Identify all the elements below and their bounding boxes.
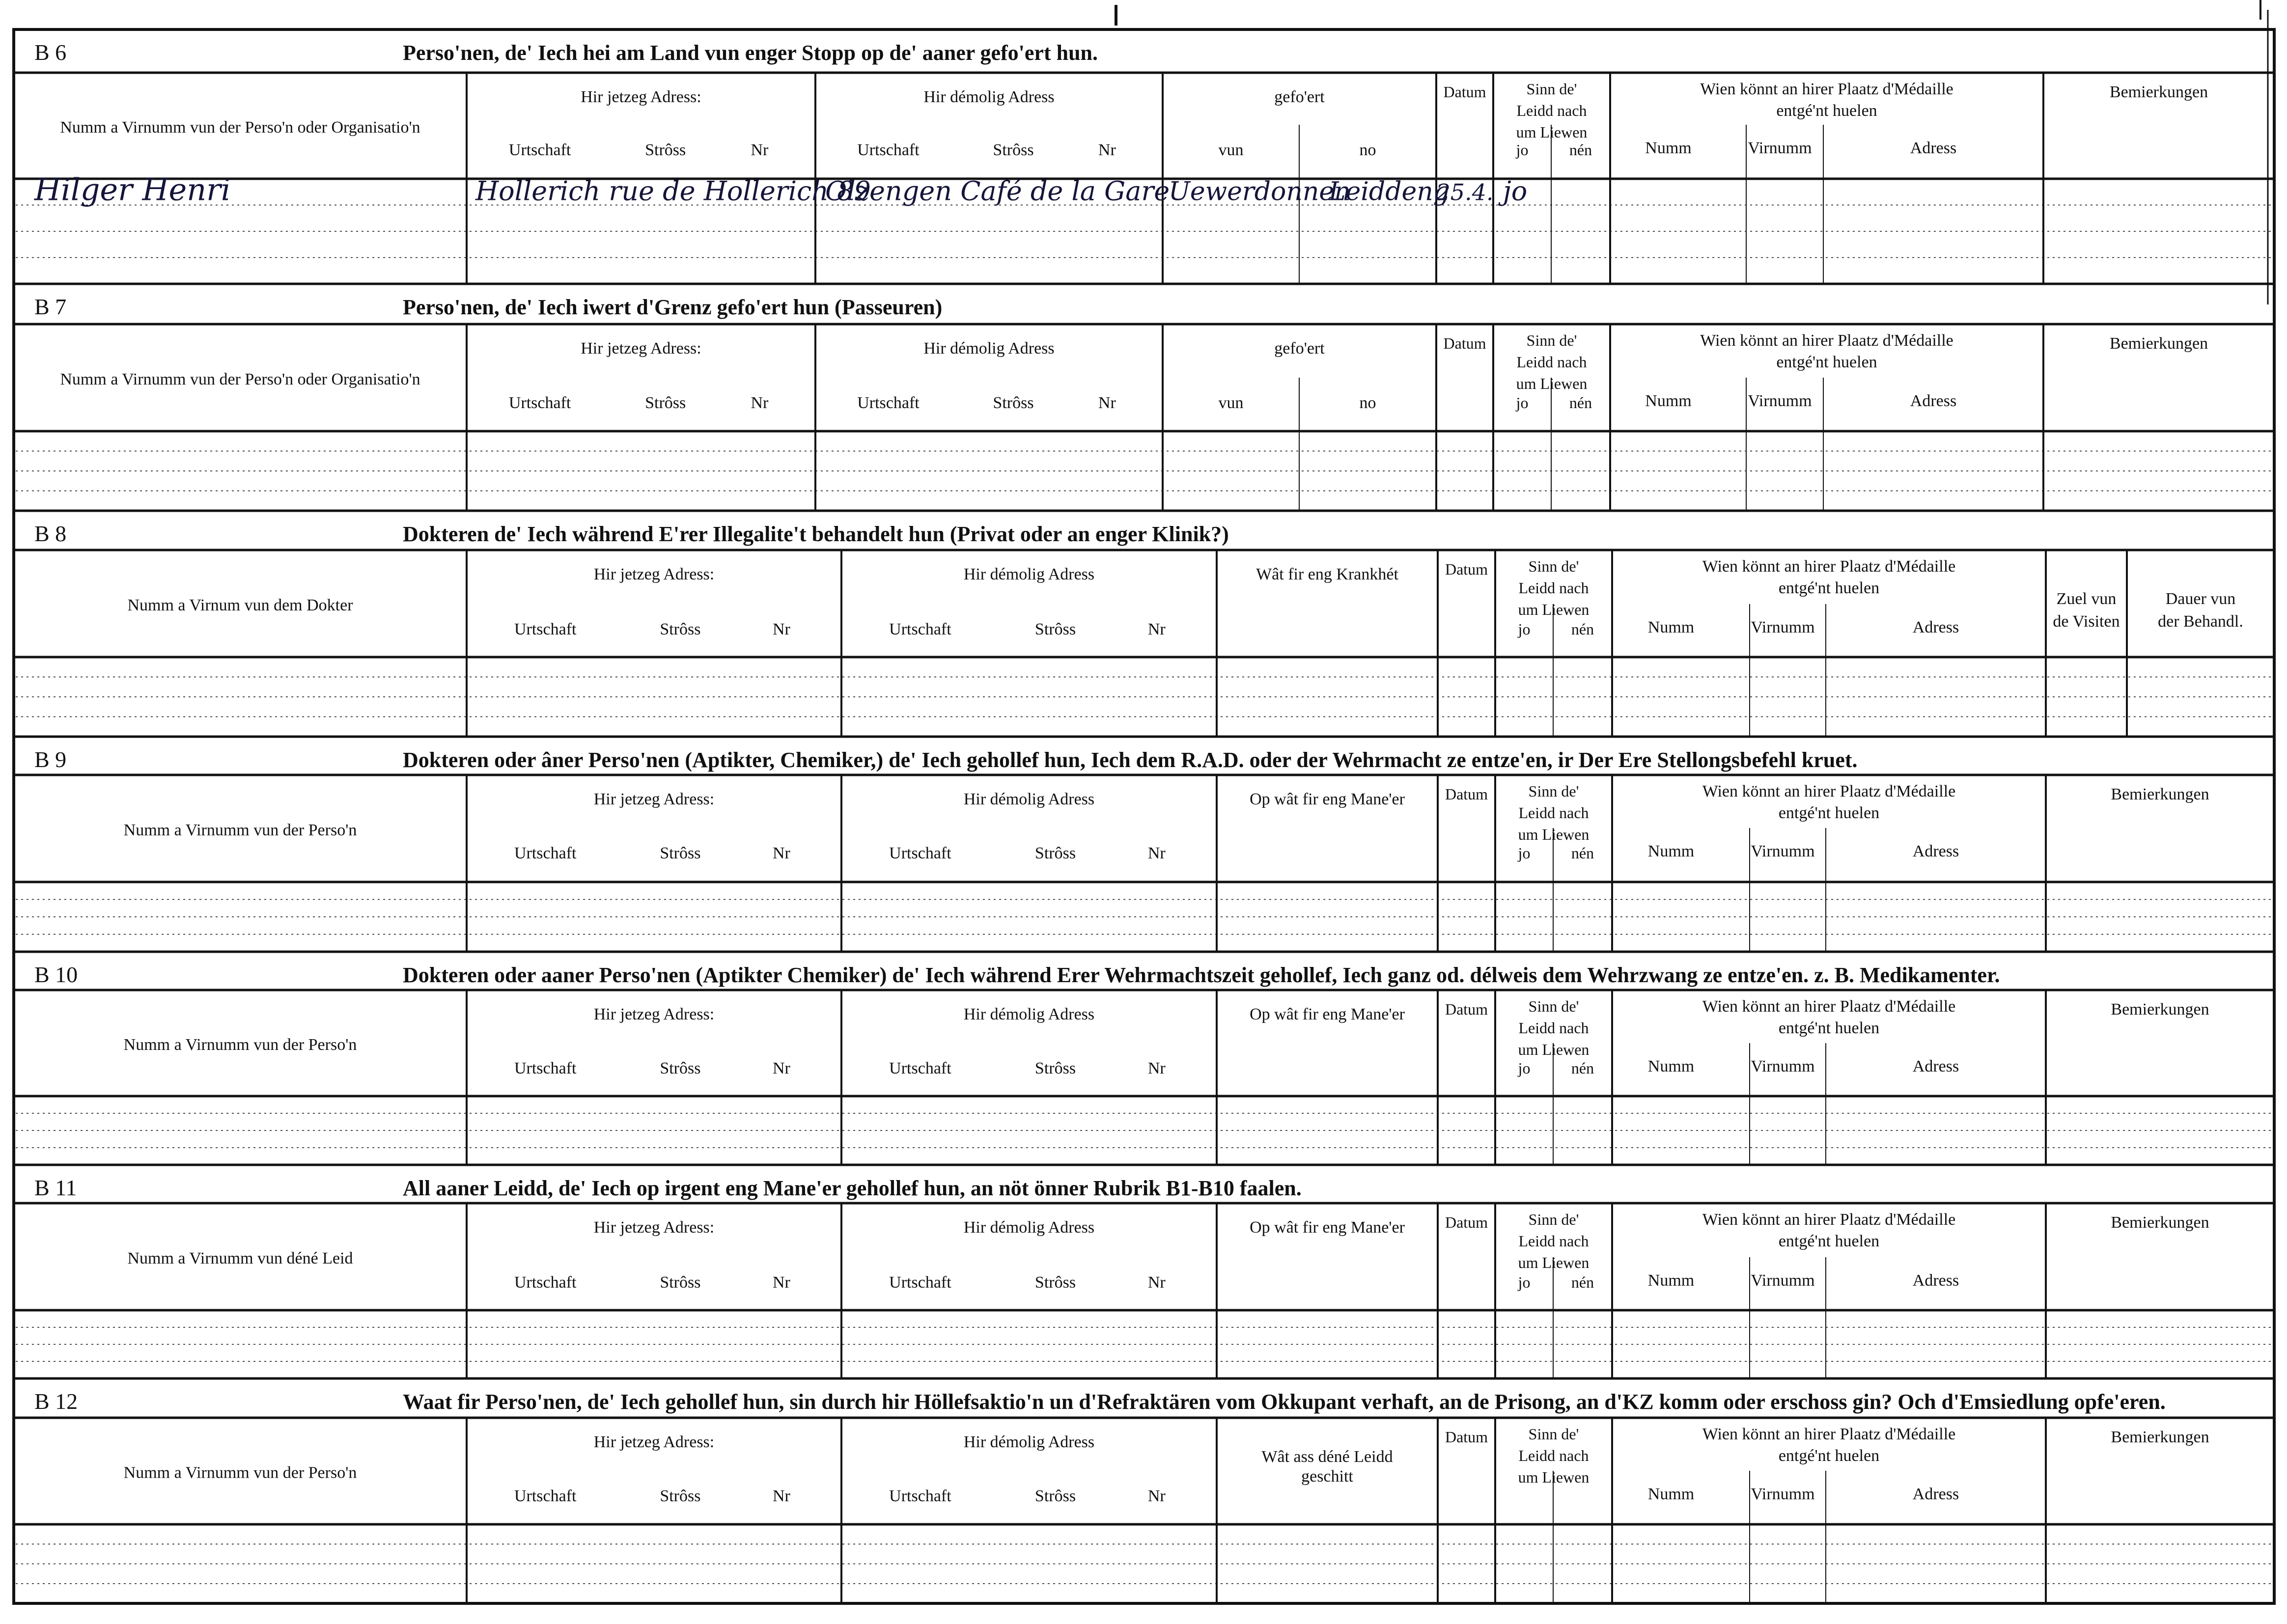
street-subheader: Strôss xyxy=(660,620,701,638)
section-title: Waat fir Perso'nen, de' Iech gehollef hun, sin durch hir Höllefsaktio'n un d'Refraktären vom Okkupant verhaft, an de Prisong, an d'KZ komm oder erschoss gin? Och d'Emsiedlung opfe'eren. xyxy=(403,1390,2166,1414)
street-subheader: Strôss xyxy=(645,141,686,159)
to-subheader: no xyxy=(1359,141,1376,159)
town-subheader: Urtschaft xyxy=(857,141,920,159)
col3-header: geschitt xyxy=(1301,1467,1353,1486)
medal-header: Wien könnt an hirer Plaatz d'Médaille xyxy=(1702,1211,1956,1229)
medal-header: Wien könnt an hirer Plaatz d'Médaille xyxy=(1702,997,1956,1016)
section-title: Dokteren oder âner Perso'nen (Aptikter, Chemiker,) de' Iech gehollef hun, Iech dem R.A.D. oder der Wehrmacht ze entze'en, ir Der Ere Stellongsbefehl kruet. xyxy=(403,748,1858,772)
number-subheader: Nr xyxy=(1098,394,1116,412)
town-subheader: Urtschaft xyxy=(514,1273,577,1292)
no-subheader: nén xyxy=(1571,844,1594,862)
number-subheader: Nr xyxy=(1147,844,1166,862)
current-address-header: Hir jetzeg Adress: xyxy=(593,1218,715,1237)
number-subheader: Nr xyxy=(1147,1273,1166,1292)
remarks-header: Bemierkungen xyxy=(2111,785,2209,803)
visits-header: Zuel vun xyxy=(2056,590,2117,608)
alive-header: Leidd nach xyxy=(1518,579,1589,597)
street-subheader: Strôss xyxy=(1034,1059,1076,1077)
medal-name-subheader: Numm xyxy=(1645,392,1692,410)
medal-firstname-subheader: Virnumm xyxy=(1751,618,1815,636)
date-header: Datum xyxy=(1445,1000,1488,1018)
no-subheader: nén xyxy=(1571,620,1594,638)
street-subheader: Strôss xyxy=(660,1273,701,1292)
street-subheader: Strôss xyxy=(660,1059,701,1077)
medal-firstname-subheader: Virnumm xyxy=(1751,1057,1815,1075)
town-subheader: Urtschaft xyxy=(514,620,577,638)
current-address-header: Hir jetzeg Adress: xyxy=(593,565,715,583)
medal-header: Wien könnt an hirer Plaatz d'Médaille xyxy=(1700,80,1953,98)
from-subheader: vun xyxy=(1218,141,1244,159)
transport-header: gefo'ert xyxy=(1274,88,1325,106)
street-subheader: Strôss xyxy=(1034,620,1076,638)
medal-header: Wien könnt an hirer Plaatz d'Médaille xyxy=(1702,1425,1956,1443)
alive-header: Sinn de' xyxy=(1528,1211,1579,1228)
medal-header: Wien könnt an hirer Plaatz d'Médaille xyxy=(1702,782,1956,800)
former-address-header: Hir démolig Adress xyxy=(963,1433,1095,1451)
col3-header: Wât ass déné Leidd xyxy=(1261,1448,1393,1466)
yes-subheader: jo xyxy=(1518,620,1531,638)
entry-from: Uewerdonnen xyxy=(1169,177,1351,207)
entry-current-address: Hollerich rue de Hollerich 89 xyxy=(475,175,871,207)
date-header: Datum xyxy=(1443,83,1486,101)
number-subheader: Nr xyxy=(1147,1487,1166,1505)
col3-header: Op wât fir eng Mane'er xyxy=(1250,790,1405,808)
town-subheader: Urtschaft xyxy=(857,394,920,412)
page-frame xyxy=(14,29,2274,1603)
section-code: B 10 xyxy=(34,962,78,987)
section-title: All aaner Leidd, de' Iech op irgent eng Mane'er gehollef hun, an nöt önner Rubrik B1-B10 faalen. xyxy=(403,1176,1302,1200)
alive-header: Leidd nach xyxy=(1518,1232,1589,1250)
medal-firstname-subheader: Virnumm xyxy=(1751,842,1815,860)
remarks-header: Bemierkungen xyxy=(2111,1428,2209,1446)
number-subheader: Nr xyxy=(772,1273,790,1292)
transport-header: gefo'ert xyxy=(1274,339,1325,358)
name-column-header: Numm a Virnumm vun der Perso'n xyxy=(123,821,357,839)
medal-header: Wien könnt an hirer Plaatz d'Médaille xyxy=(1702,557,1956,576)
medal-name-subheader: Numm xyxy=(1647,842,1695,860)
town-subheader: Urtschaft xyxy=(889,1487,951,1505)
town-subheader: Urtschaft xyxy=(514,1059,577,1077)
medal-header: entgé'nt huelen xyxy=(1778,1019,1880,1037)
col3-header: Op wât fir eng Mane'er xyxy=(1250,1005,1405,1023)
medal-name-subheader: Numm xyxy=(1647,618,1695,636)
no-subheader: nén xyxy=(1571,1273,1594,1291)
alive-header: Sinn de' xyxy=(1526,80,1577,98)
street-subheader: Strôss xyxy=(1034,1273,1076,1292)
name-column-header: Numm a Virnum vun dem Dokter xyxy=(127,596,353,614)
col3-header: Wât fir eng Krankhét xyxy=(1256,565,1398,583)
former-address-header: Hir démolig Adress xyxy=(963,1218,1095,1237)
entry-name: Hilger Henri xyxy=(34,171,231,208)
alive-header: um Liewen xyxy=(1518,826,1590,843)
alive-header: Sinn de' xyxy=(1528,1425,1579,1443)
medal-firstname-subheader: Virnumm xyxy=(1751,1271,1815,1290)
street-subheader: Strôss xyxy=(660,844,701,862)
alive-header: Sinn de' xyxy=(1526,331,1577,349)
yes-subheader: jo xyxy=(1516,141,1529,159)
remarks-header: Bemierkungen xyxy=(2109,83,2208,101)
medal-firstname-subheader: Virnumm xyxy=(1751,1485,1815,1503)
street-subheader: Strôss xyxy=(645,394,686,412)
number-subheader: Nr xyxy=(751,141,769,159)
name-column-header: Numm a Virnumm vun der Perso'n oder Organisatio'n xyxy=(60,370,420,388)
no-subheader: nén xyxy=(1569,141,1592,159)
medal-address-subheader: Adress xyxy=(1912,618,1959,636)
town-subheader: Urtschaft xyxy=(508,394,571,412)
town-subheader: Urtschaft xyxy=(889,620,951,638)
entry-date: 25.4. xyxy=(1436,179,1494,206)
medal-name-subheader: Numm xyxy=(1647,1271,1695,1290)
section-code: B 12 xyxy=(34,1389,78,1414)
alive-header: Leidd nach xyxy=(1518,1447,1589,1464)
yes-subheader: jo xyxy=(1516,394,1529,412)
number-subheader: Nr xyxy=(1098,141,1116,159)
town-subheader: Urtschaft xyxy=(889,844,951,862)
alive-header: um Liewen xyxy=(1516,375,1588,392)
yes-subheader: jo xyxy=(1518,844,1531,862)
section-code: B 11 xyxy=(34,1175,77,1200)
alive-header: Sinn de' xyxy=(1528,997,1579,1015)
medal-header: entgé'nt huelen xyxy=(1776,353,1877,371)
medal-address-subheader: Adress xyxy=(1912,1057,1959,1075)
alive-header: um Liewen xyxy=(1518,1254,1590,1271)
from-subheader: vun xyxy=(1218,394,1244,412)
current-address-header: Hir jetzeg Adress: xyxy=(581,88,701,106)
entry-to: Leiddeng xyxy=(1329,177,1450,207)
date-header: Datum xyxy=(1445,785,1488,803)
current-address-header: Hir jetzeg Adress: xyxy=(593,1433,715,1451)
name-column-header: Numm a Virnumm vun der Perso'n oder Organisatio'n xyxy=(60,118,420,137)
duration-header: Dauer vun xyxy=(2165,590,2236,608)
col3-header: Op wât fir eng Mane'er xyxy=(1250,1218,1405,1237)
current-address-header: Hir jetzeg Adress: xyxy=(581,339,701,358)
section-code: B 6 xyxy=(34,40,67,65)
name-column-header: Numm a Virnumm vun der Perso'n xyxy=(123,1463,357,1482)
name-column-header: Numm a Virnumm vun der Perso'n xyxy=(123,1036,357,1054)
street-subheader: Strôss xyxy=(993,394,1034,412)
street-subheader: Strôss xyxy=(1034,1487,1076,1505)
medal-address-subheader: Adress xyxy=(1912,1271,1959,1290)
entry-former-address: Olzengen Café de la Gare xyxy=(825,175,1170,207)
number-subheader: Nr xyxy=(772,1059,790,1077)
yes-subheader: jo xyxy=(1518,1273,1531,1291)
street-subheader: Strôss xyxy=(660,1487,701,1505)
visits-header: de Visiten xyxy=(2053,612,2120,631)
alive-header: Leidd nach xyxy=(1516,102,1587,119)
street-subheader: Strôss xyxy=(993,141,1034,159)
medal-name-subheader: Numm xyxy=(1645,139,1692,157)
medal-address-subheader: Adress xyxy=(1912,842,1959,860)
street-subheader: Strôss xyxy=(1034,844,1076,862)
to-subheader: no xyxy=(1359,394,1376,412)
current-address-header: Hir jetzeg Adress: xyxy=(593,790,715,808)
alive-header: Leidd nach xyxy=(1516,353,1587,371)
medal-header: entgé'nt huelen xyxy=(1778,1447,1880,1465)
medal-firstname-subheader: Virnumm xyxy=(1748,392,1812,410)
alive-header: Leidd nach xyxy=(1518,804,1589,822)
current-address-header: Hir jetzeg Adress: xyxy=(593,1005,715,1023)
medal-address-subheader: Adress xyxy=(1912,1485,1959,1503)
town-subheader: Urtschaft xyxy=(889,1273,951,1292)
town-subheader: Urtschaft xyxy=(508,141,571,159)
no-subheader: nén xyxy=(1571,1059,1594,1077)
former-address-header: Hir démolig Adress xyxy=(923,339,1055,358)
section-code: B 8 xyxy=(34,521,67,546)
alive-header: Sinn de' xyxy=(1528,782,1579,800)
duration-header: der Behandl. xyxy=(2158,612,2243,631)
section-title: Dokteren de' Iech während E'rer Illegalite't behandelt hun (Privat oder an enger Klinik?) xyxy=(403,522,1229,546)
alive-header: Leidd nach xyxy=(1518,1019,1589,1037)
section-title: Perso'nen, de' Iech iwert d'Grenz gefo'ert hun (Passeuren) xyxy=(403,295,943,319)
medal-header: entgé'nt huelen xyxy=(1778,1232,1880,1250)
alive-header: um Liewen xyxy=(1518,1468,1590,1486)
name-column-header: Numm a Virnumm vun déné Leid xyxy=(127,1249,353,1267)
town-subheader: Urtschaft xyxy=(514,844,577,862)
medal-header: entgé'nt huelen xyxy=(1776,102,1877,120)
former-address-header: Hir démolig Adress xyxy=(963,1005,1095,1023)
entry-yes: jo xyxy=(1503,175,1528,207)
no-subheader: nén xyxy=(1569,394,1592,412)
number-subheader: Nr xyxy=(772,1487,790,1505)
former-address-header: Hir démolig Adress xyxy=(963,790,1095,808)
number-subheader: Nr xyxy=(1147,620,1166,638)
alive-header: um Liewen xyxy=(1518,1041,1590,1058)
section-code: B 9 xyxy=(34,747,67,772)
alive-header: um Liewen xyxy=(1516,123,1588,141)
town-subheader: Urtschaft xyxy=(889,1059,951,1077)
number-subheader: Nr xyxy=(1147,1059,1166,1077)
town-subheader: Urtschaft xyxy=(514,1487,577,1505)
medal-header: Wien könnt an hirer Plaatz d'Médaille xyxy=(1700,331,1953,350)
date-header: Datum xyxy=(1445,1428,1488,1446)
former-address-header: Hir démolig Adress xyxy=(923,88,1055,106)
section-title: Perso'nen, de' Iech hei am Land vun enger Stopp op de' aaner gefo'ert hun. xyxy=(403,41,1098,65)
date-header: Datum xyxy=(1443,334,1486,352)
medal-name-subheader: Numm xyxy=(1647,1485,1695,1503)
remarks-header: Bemierkungen xyxy=(2109,334,2208,353)
number-subheader: Nr xyxy=(772,844,790,862)
yes-subheader: jo xyxy=(1518,1059,1531,1077)
remarks-header: Bemierkungen xyxy=(2111,1000,2209,1018)
date-header: Datum xyxy=(1445,560,1488,578)
number-subheader: Nr xyxy=(751,394,769,412)
section-code: B 7 xyxy=(34,294,67,319)
section-title: Dokteren oder aaner Perso'nen (Aptikter Chemiker) de' Iech während Erer Wehrmachtszeit gehollef, Iech ganz od. délweis dem Wehrzwang ze entze'en. z. B. Medikamenter. xyxy=(403,963,2000,987)
medal-address-subheader: Adress xyxy=(1910,392,1957,410)
alive-header: Sinn de' xyxy=(1528,557,1579,575)
medal-header: entgé'nt huelen xyxy=(1778,804,1880,822)
former-address-header: Hir démolig Adress xyxy=(963,565,1095,583)
remarks-header: Bemierkungen xyxy=(2111,1213,2209,1232)
number-subheader: Nr xyxy=(772,620,790,638)
medal-name-subheader: Numm xyxy=(1647,1057,1695,1075)
medal-address-subheader: Adress xyxy=(1910,139,1957,157)
alive-header: um Liewen xyxy=(1518,601,1590,618)
date-header: Datum xyxy=(1445,1213,1488,1231)
medal-firstname-subheader: Virnumm xyxy=(1748,139,1812,157)
medal-header: entgé'nt huelen xyxy=(1778,579,1880,597)
